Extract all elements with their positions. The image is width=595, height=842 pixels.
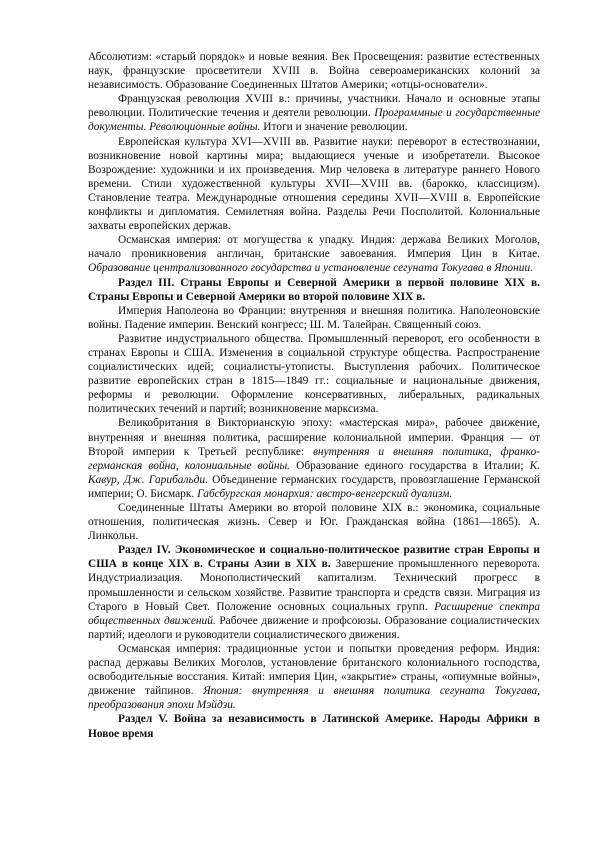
text-run: Европейская культура XVI—XVIII вв. Развитие науки: переворот в естествознании, возникновение новой картины мира; выдающиеся ученые и изобретатели. Высокое Возрождение: художники и их произведения. Мир человека в литературе раннего Нового времени. Стили художественной культуры XVII—XVIII вв. (барокко, классицизм). Становление театра. Международные отношения середины XVII—XVIII в. Европейские конфликты и дипломатия. Семилетняя война. Разделы Речи Посполитой. Колониальные захваты европейских держав. xyxy=(88,135,540,233)
paragraph-usa xyxy=(88,501,540,543)
paragraph-ottoman-empire xyxy=(88,233,540,275)
italic-run: Япония: внутренняя и внешняя политика сегуната Токугава, преобразования эпохи Мэйдзи. xyxy=(88,685,540,712)
text-run: Империя Наполеона во Франции: внутренняя и внешняя политика. Наполеоновские войны. Падение империи. Венский конгресс; Ш. М. Талейран. Священный союз. xyxy=(88,304,540,331)
text-run: Развитие индустриального общества. Промышленный переворот, его особенности в странах Европы и США. Изменения в социальной структуре общества. Распространение социалистических идей; социалисты-утописты. Выступления рабочих. Политическое развитие европейских стран в 1815—1849 гг.: социальные и национальные движения, реформы и революции. Оформление консервативных, либеральных, радикальных политических течений и партий; возникновение марксизма. xyxy=(88,332,540,416)
text-run: Французская революция XVIII в.: причины, участники. Начало и основные этапы революции. Политические течения и деятели революции. xyxy=(88,93,540,120)
text-run: Абсолютизм: «старый порядок» и новые веяния. Век Просвещения: развитие естественных наук, французские просветители XVIII в. Война североамериканских колоний за независимость. Образование Соединенных Штатов Америки; «отцы-основатели». xyxy=(88,51,540,92)
italic-run: внутренняя и внешняя политика, франко-германская война, колониальные войны. xyxy=(88,445,540,472)
italic-run: Программные и государственные документы. Революционные войны. xyxy=(88,107,540,134)
paragraph-victorian-britain xyxy=(88,416,540,501)
text-run: Образование единого государства в Италии; xyxy=(290,459,530,472)
section-heading-3 xyxy=(88,276,540,304)
bold-run: Раздел IV. Экономическое и социально-политическое развитие стран Европы и США в конце XIX в. Страны Азии в XIX в. xyxy=(88,544,540,571)
text-run: Итоги и значение революции. xyxy=(260,121,408,134)
text-run: Соединенные Штаты Америки во второй половине XIX в.: экономика, социальные отношения, политическая жизнь. Север и Юг. Гражданская война (1861—1865). А. Линкольн. xyxy=(88,502,540,543)
document-page xyxy=(88,50,540,741)
bold-run: Раздел III. Страны Европы и Северной Америки в первой половине XIX в. Страны Европы и Северной Америки во второй половине XIX в. xyxy=(88,276,540,303)
paragraph-ottoman-reforms xyxy=(88,642,540,712)
paragraph-french-revolution xyxy=(88,92,540,134)
paragraph-european-culture xyxy=(88,135,540,234)
text-run: Османская империя: традиционные устои и попытки проведения реформ. Индия: распад державы Великих Моголов, установление британского колониального господства, освободительные восстания. Китай: империя Цин, «закрытие» страны, «опиумные войны», движение тайпинов. xyxy=(88,642,540,698)
text-run: Объединение германских государств, провозглашение Германской империи; О. Бисмарк. xyxy=(88,473,540,500)
paragraph-absolutism xyxy=(88,50,540,92)
italic-run: Образование централизованного государства и установление сегуната Токугава в Японии. xyxy=(88,262,534,275)
text-run: Великобритания в Викторианскую эпоху: «мастерская мира», рабочее движение, внутренняя и внешняя политика, расширение колониальной империи. Франция — от Второй империи к Третьей республике: xyxy=(88,417,540,458)
section-heading-5 xyxy=(88,712,540,740)
text-run: Рабочее движение и профсоюзы. Образование социалистических партий; идеологи и руководители социалистического движения. xyxy=(88,614,540,641)
italic-run: К. Кавур, Дж. Гарибальди. xyxy=(88,459,540,486)
italic-run: Габсбургская монархия: австро-венгерский дуализм. xyxy=(197,487,453,500)
text-run: Османская империя: от могущества к упадку. Индия: держава Великих Моголов, начало проникновения англичан, британские завоевания. Империя Цин в Китае. xyxy=(88,234,540,261)
italic-run: Расширение спектра общественных движений. xyxy=(88,600,540,627)
section-heading-4 xyxy=(88,543,540,642)
paragraph-industrial-society xyxy=(88,332,540,417)
paragraph-napoleon xyxy=(88,304,540,332)
text-run: Завершение промышленного переворота. Индустриализация. Монополистический капитализм. Технический прогресс в промышленности и сельском хозяйстве. Развитие транспорта и средств связи. Миграция из Старого в Новый Свет. Положение основных социальных групп. xyxy=(88,558,540,613)
bold-run: Раздел V. Война за независимость в Латинской Америке. Народы Африки в Новое время xyxy=(88,713,540,740)
